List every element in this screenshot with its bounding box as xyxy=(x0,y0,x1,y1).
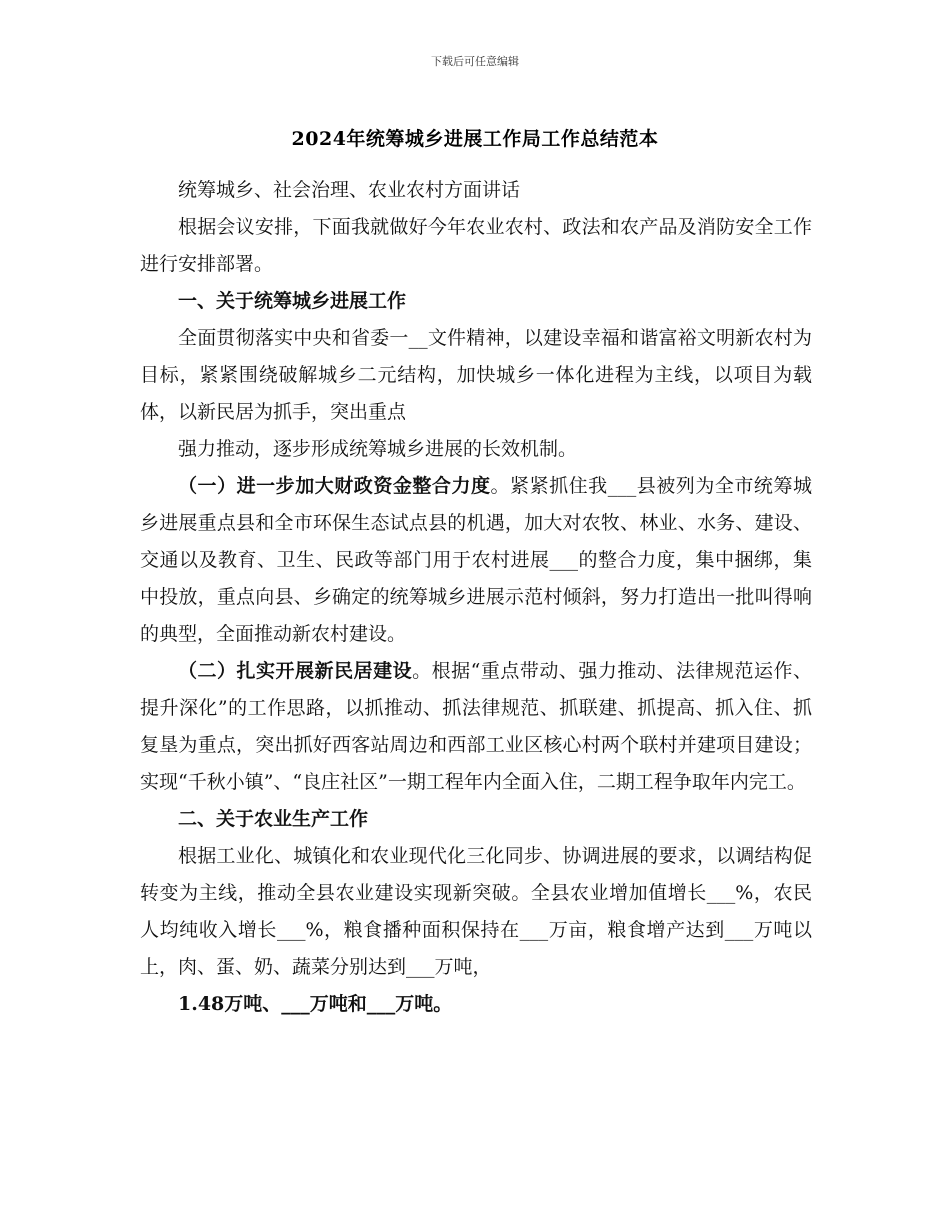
paragraph-subsection-2 xyxy=(140,653,812,801)
subsection-1-text: 。紧紧抓住我___县被列为全市统筹城乡进展重点县和全市环保生态试点县的机遇，加大对农牧、林业、水务、建设、交通以及教育、卫生、民政等部门用于农村进展___的整合力度，集中捆绑，集中投放，重点向县、乡确定的统筹城乡进展示范村倾斜，努力打造出一批叫得响的典型，全面推动新农村建设。 xyxy=(140,475,812,645)
paragraph-section-2-figures: 1.48万吨、___万吨和___万吨。 xyxy=(178,993,453,1015)
subsection-2-lead: （二）扎实开展新民居建设 xyxy=(178,660,413,682)
paragraph-intro: 根据会议安排，下面我就做好今年农业农村、政法和农产品及消防安全工作进行安排部署。 xyxy=(140,216,812,275)
section-heading-2: 二、关于农业生产工作 xyxy=(178,808,369,830)
paragraph-intro-topic: 统筹城乡、社会治理、农业农村方面讲话 xyxy=(178,179,521,201)
header-note: 下载后可任意编辑 xyxy=(431,55,519,68)
paragraph-section-1: 全面贯彻落实中央和省委一__文件精神，以建设幸福和谐富裕文明新农村为目标，紧紧围绕破解城乡二元结构，加快城乡一体化进程为主线，以项目为载体，以新民居为抓手，突出重点 xyxy=(140,327,812,423)
paragraph-section-1-cont: 强力推动，逐步形成统筹城乡进展的长效机制。 xyxy=(178,438,578,460)
paragraph-section-2: 根据工业化、城镇化和农业现代化三化同步、协调进展的要求，以调结构促转变为主线，推动全县农业建设实现新突破。全县农业增加值增长___%，农民人均纯收入增长___%，粮食播种面积保持在___万亩，粮食增产达到___万吨以上，肉、蛋、奶、蔬菜分别达到___万吨， xyxy=(140,845,812,978)
paragraph-subsection-1 xyxy=(140,468,812,653)
document-title: 2024年统筹城乡进展工作局工作总结范本 xyxy=(291,128,659,150)
document-body xyxy=(140,172,812,1023)
section-heading-1: 一、关于统筹城乡进展工作 xyxy=(178,290,407,312)
subsection-2-text: 。根据“重点带动、强力推动、法律规范运作、提升深化”的工作思路，以抓推动、抓法律规范、抓联建、抓提高、抓入住、抓复垦为重点，突出抓好西客站周边和西部工业区核心村两个联村并建项目建设；实现“千秋小镇”、“良庄社区”一期工程年内全面入住，二期工程争取年内完工。 xyxy=(140,660,812,793)
subsection-1-lead: （一）进一步加大财政资金整合力度 xyxy=(178,475,491,497)
